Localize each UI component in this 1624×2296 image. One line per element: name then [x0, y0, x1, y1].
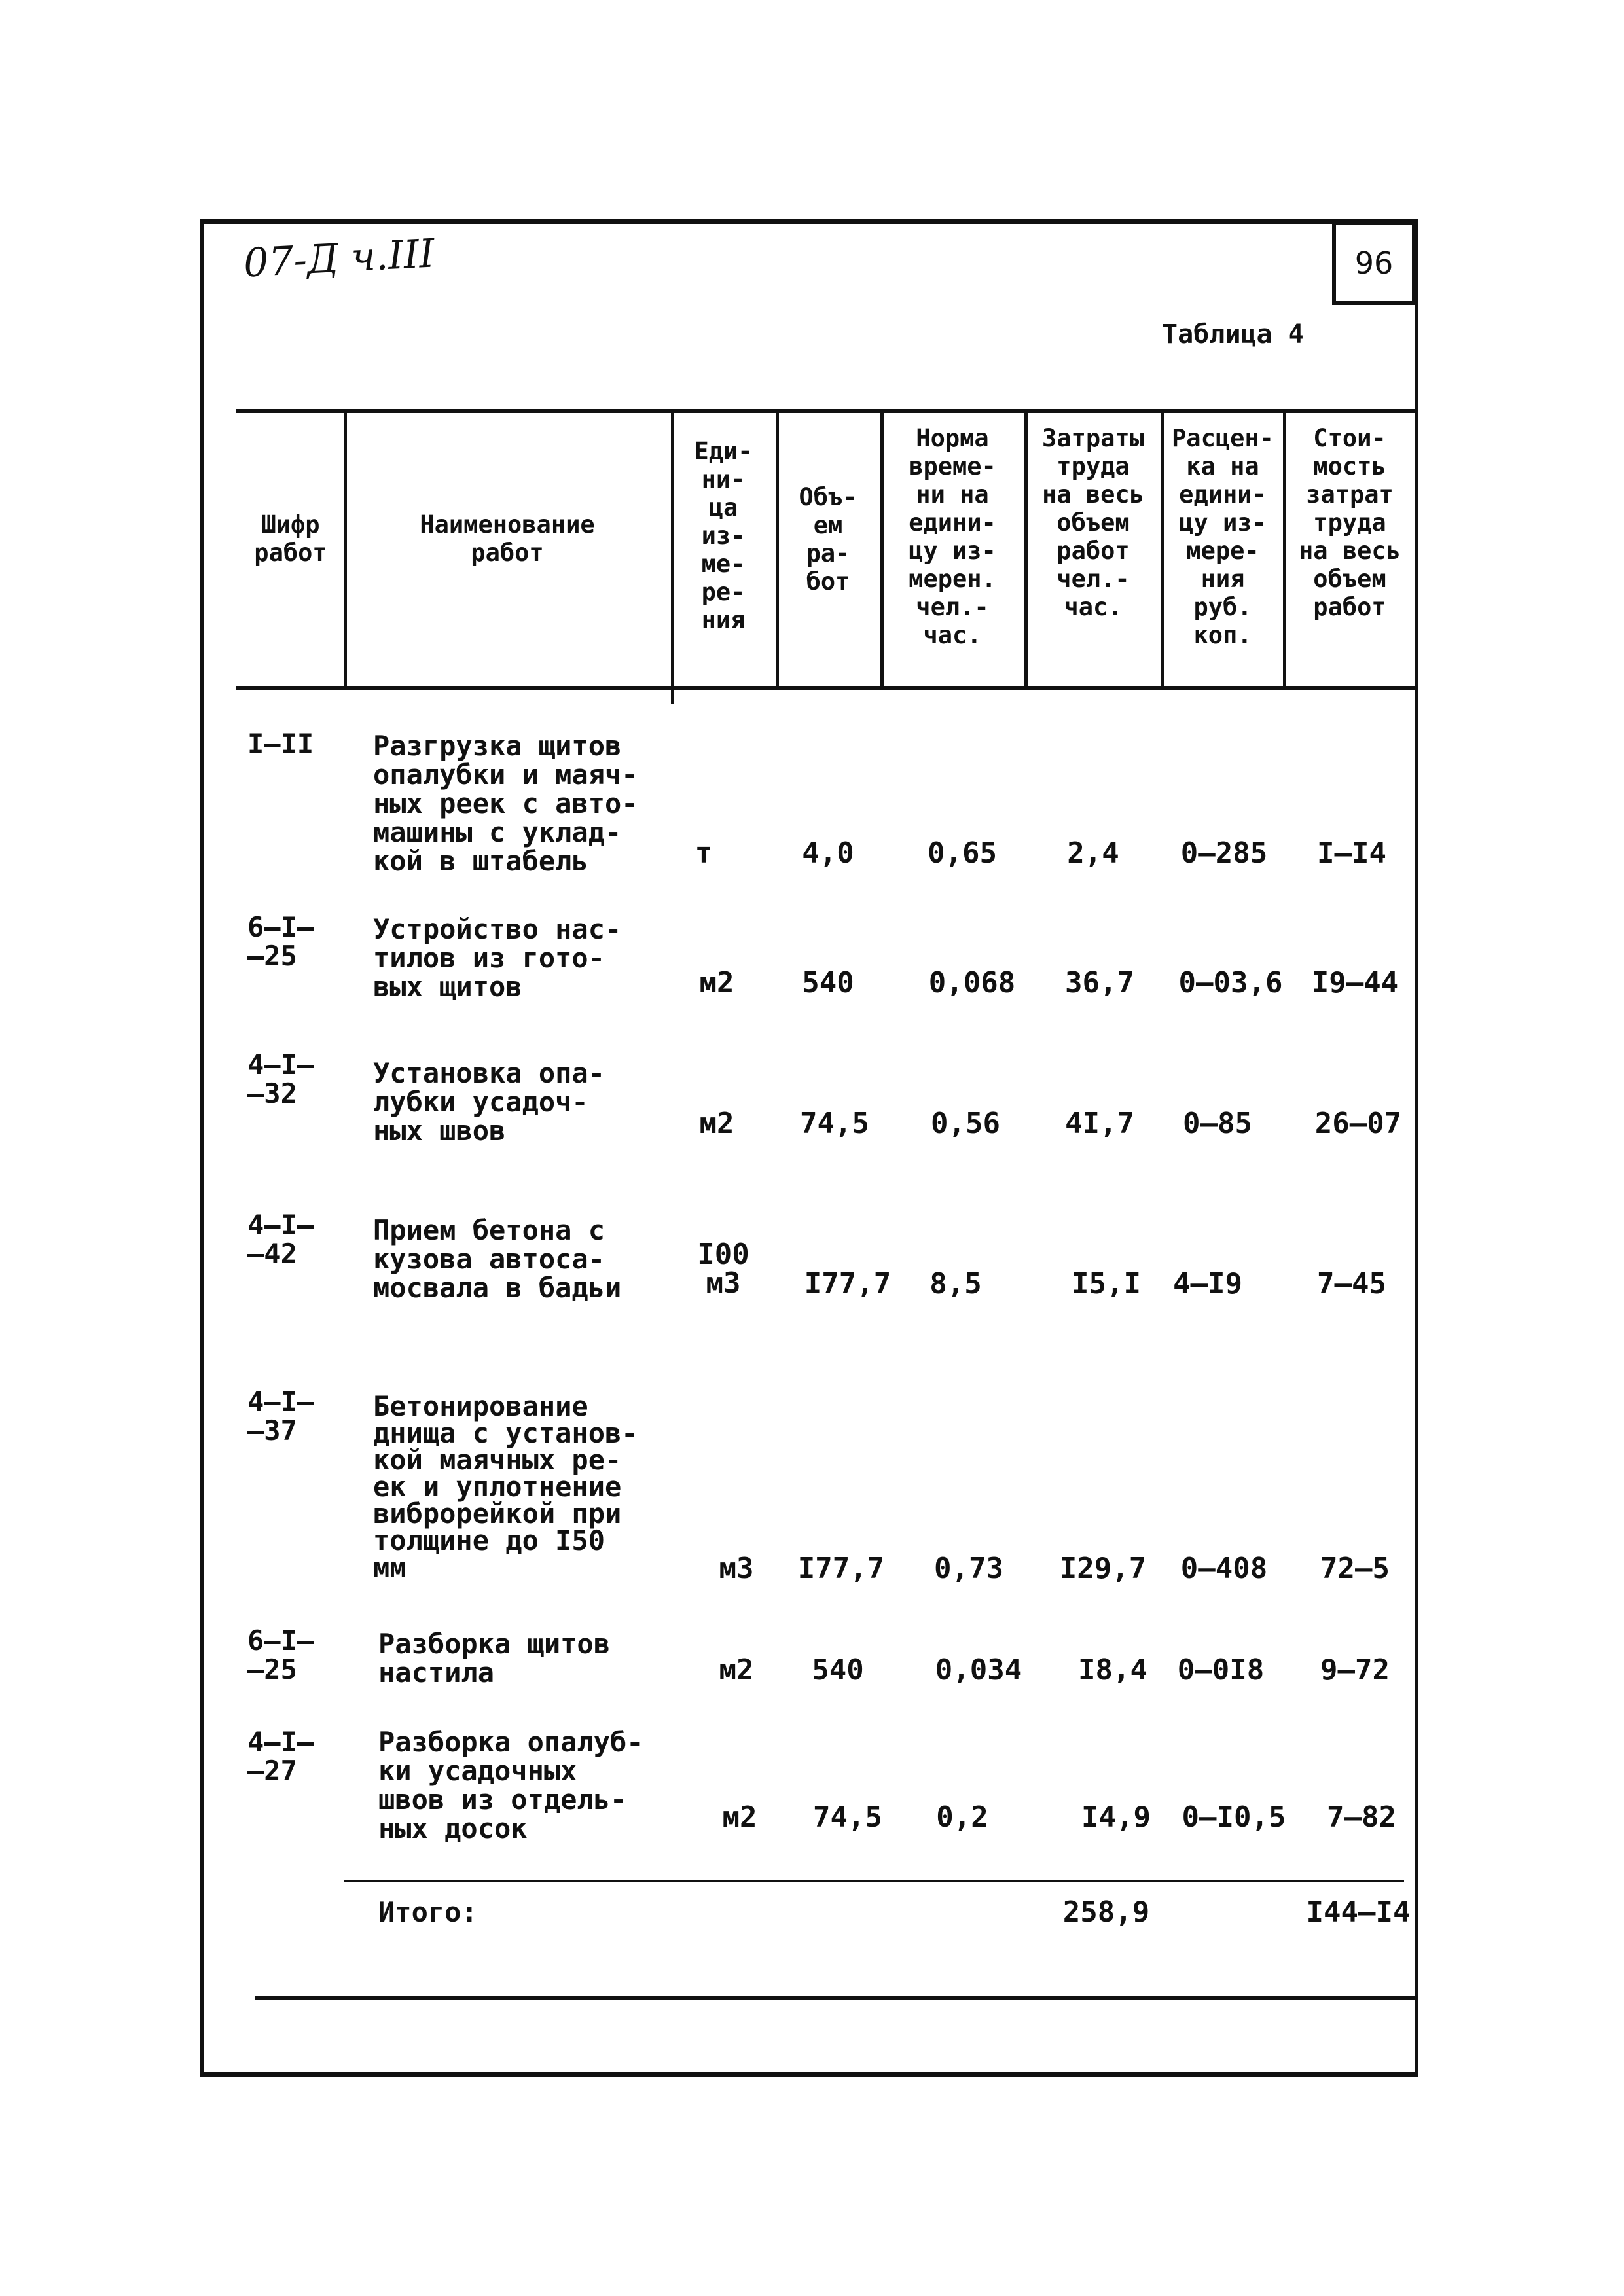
row-2-rate: 0–03,6: [1178, 966, 1283, 999]
row-4-name: Прием бетона с кузова автоса- мосвала в бадьи: [373, 1214, 622, 1304]
row-7-unit: м2: [722, 1801, 757, 1834]
table-caption: Таблица 4: [1162, 319, 1304, 350]
total-bottom-rule: [255, 1996, 1418, 2000]
row-3-code: 4–I– –32: [247, 1049, 314, 1109]
row-3-volume: 74,5: [800, 1107, 869, 1140]
row-7-norm: 0,2: [936, 1801, 988, 1834]
row-6-cost: 9–72: [1320, 1653, 1390, 1687]
table-top-rule: [236, 409, 1418, 413]
header-norm: Норма време- ни на едини- цу из- мерен. чел.- час.: [909, 424, 996, 649]
row-1-cost: I–I4: [1317, 836, 1386, 870]
header-unit: Еди- ни- ца из- ме- ре- ния: [694, 437, 753, 634]
row-1-name: Разгрузка щитов опалубки и маяч- ных реек с авто- машины с уклад- кой в штабель: [373, 730, 638, 877]
row-3-name: Установка опа- лубки усадоч- ных швов: [373, 1057, 605, 1147]
row-5-volume: I77,7: [797, 1552, 885, 1585]
row-2-cost: I9–44: [1311, 966, 1399, 999]
row-5-rate: 0–408: [1180, 1552, 1268, 1585]
row-5-unit: м3: [719, 1552, 754, 1585]
row-6-rate: 0–0I8: [1177, 1653, 1265, 1687]
row-4-code: 4–I– –42: [247, 1209, 314, 1270]
row-5-labor: I29,7: [1059, 1552, 1147, 1585]
row-4-rate: 4–I9: [1173, 1267, 1242, 1300]
row-5-name: Бетонирование днища с установ- кой маячных ре- ек и уплотнение виброрейкой при толщине до I50 мм: [373, 1390, 638, 1583]
row-1-labor: 2,4: [1067, 836, 1119, 870]
header-rate: Расцен- ка на едини- цу из- мере- ния руб. коп.: [1172, 424, 1274, 649]
header-code: Шифр работ: [254, 511, 327, 567]
row-4-labor: I5,I: [1072, 1267, 1141, 1300]
row-3-norm: 0,56: [931, 1107, 1000, 1140]
total-cost: I44–I4: [1306, 1895, 1411, 1929]
row-2-labor: 36,7: [1065, 966, 1134, 999]
row-4-cost: 7–45: [1317, 1267, 1386, 1300]
header-bottom-rule: [236, 686, 1418, 690]
row-2-code: 6–I– –25: [247, 911, 314, 972]
row-6-volume: 540: [812, 1653, 864, 1687]
row-4-volume: I77,7: [804, 1267, 892, 1300]
total-labor: 258,9: [1062, 1895, 1150, 1929]
row-3-labor: 4I,7: [1065, 1107, 1134, 1140]
total-label: Итого:: [378, 1896, 478, 1928]
row-7-name: Разборка опалуб- ки усадочных швов из отдель- ных досок: [378, 1726, 643, 1844]
row-3-unit: м2: [699, 1107, 734, 1140]
row-2-name: Устройство нас- тилов из гото- вых щитов: [373, 913, 622, 1003]
header-labor: Затраты труда на весь объем работ чел.- час.: [1042, 424, 1144, 621]
header-cost: Стои- мость затрат труда на весь объем работ: [1299, 424, 1401, 621]
row-1-unit: т: [695, 836, 713, 870]
row-6-norm: 0,034: [935, 1653, 1022, 1687]
row-6-labor: I8,4: [1078, 1653, 1147, 1687]
row-7-volume: 74,5: [813, 1801, 882, 1834]
row-6-code: 6–I– –25: [247, 1624, 314, 1685]
row-6-unit: м2: [719, 1653, 754, 1687]
row-1-volume: 4,0: [802, 836, 854, 870]
row-1-norm: 0,65: [928, 836, 997, 870]
header-name: Наименование работ: [420, 511, 595, 567]
row-2-unit: м2: [699, 966, 734, 999]
row-7-cost: 7–82: [1327, 1801, 1396, 1834]
row-2-volume: 540: [802, 966, 854, 999]
row-7-rate: 0–I0,5: [1182, 1801, 1286, 1834]
row-3-cost: 26–07: [1314, 1107, 1402, 1140]
header-volume: Объ- ем ра- бот: [799, 483, 857, 596]
row-5-cost: 72–5: [1320, 1552, 1390, 1585]
row-2-norm: 0,068: [928, 966, 1016, 999]
row-1-code: I–II: [247, 728, 314, 760]
row-5-norm: 0,73: [934, 1552, 1003, 1585]
row-5-code: 4–I– –37: [247, 1386, 314, 1446]
row-6-name: Разборка щитов настила: [378, 1628, 611, 1689]
total-top-rule: [344, 1880, 1404, 1882]
row-4-norm: 8,5: [929, 1267, 982, 1300]
row-1-rate: 0–285: [1180, 836, 1268, 870]
page-number: 96: [1332, 221, 1416, 305]
document-code: 07-Д ч.III: [242, 230, 436, 287]
row-7-code: 4–I– –27: [247, 1726, 314, 1787]
row-7-labor: I4,9: [1081, 1801, 1151, 1834]
row-3-rate: 0–85: [1183, 1107, 1252, 1140]
row-4-unit: I00 м3: [697, 1238, 749, 1300]
